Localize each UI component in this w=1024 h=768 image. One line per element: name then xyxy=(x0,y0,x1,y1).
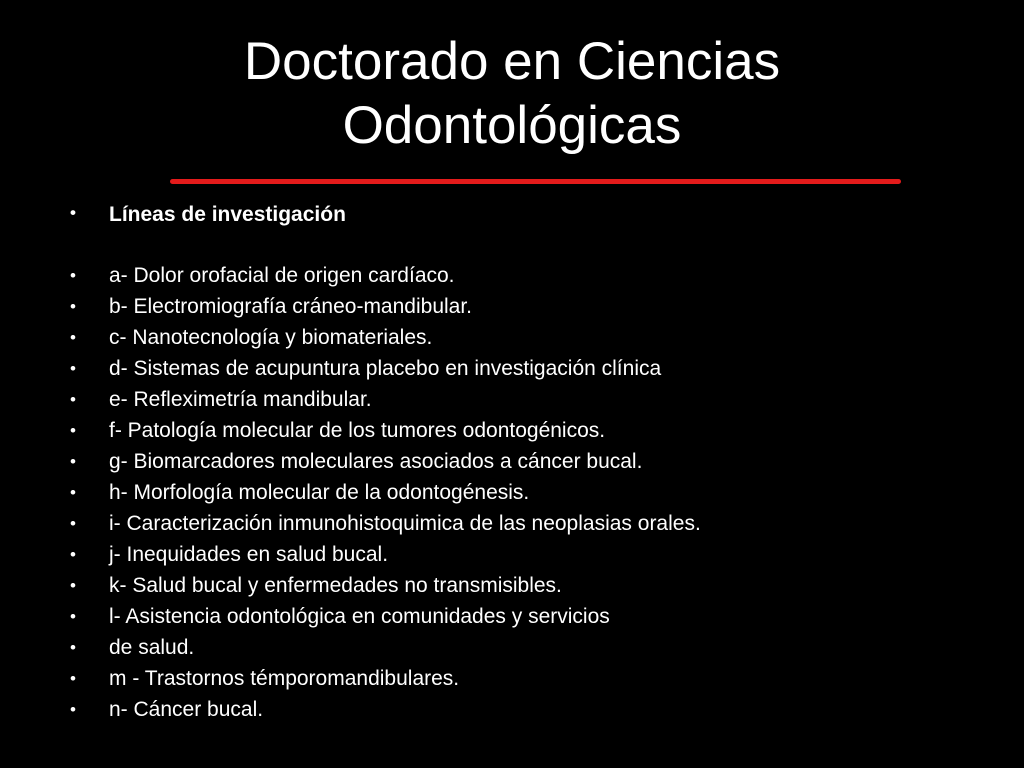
list-item-text: n- Cáncer bucal. xyxy=(109,698,264,721)
list-item-text: l- Asistencia odontológica en comunidades y servicios xyxy=(109,605,610,628)
bullet: • xyxy=(70,421,76,440)
bullet: • xyxy=(70,452,76,471)
bullet: • xyxy=(70,669,76,688)
bullet: • xyxy=(70,545,76,564)
bullet: • xyxy=(70,638,76,657)
list-item xyxy=(70,510,701,541)
list-item-text: g- Biomarcadores moleculares asociados a cáncer bucal. xyxy=(109,450,643,473)
list-item xyxy=(70,262,701,293)
bullet: • xyxy=(70,483,76,502)
title-line-1: Doctorado en Ciencias xyxy=(243,32,781,91)
list-item-text: a- Dolor orofacial de origen cardíaco. xyxy=(109,264,455,287)
list-item xyxy=(70,448,701,479)
list-item xyxy=(70,665,701,696)
list-item xyxy=(70,634,701,665)
bullet: • xyxy=(70,359,76,378)
list-item-text: k- Salud bucal y enfermedades no transmisibles. xyxy=(109,574,562,597)
bullet: • xyxy=(70,266,76,285)
bullet: • xyxy=(70,390,76,409)
list-item xyxy=(70,696,701,727)
list-item-text: h- Morfología molecular de la odontogénesis. xyxy=(109,481,530,504)
list-item-text: c- Nanotecnología y biomateriales. xyxy=(109,326,433,349)
bullet: • xyxy=(70,514,76,533)
list-item-text: e- Refleximetría mandibular. xyxy=(109,388,372,411)
list-item xyxy=(70,324,701,355)
list-item-text: j- Inequidades en salud bucal. xyxy=(109,543,389,566)
section-heading xyxy=(70,203,346,231)
bullet: • xyxy=(70,328,76,347)
list-item xyxy=(70,479,701,510)
list-item xyxy=(70,541,701,572)
bullet: • xyxy=(70,203,76,222)
title-underline xyxy=(170,179,901,184)
slide-title xyxy=(0,30,1024,158)
list-item-text: f- Patología molecular de los tumores odontogénicos. xyxy=(109,419,606,442)
list-item xyxy=(70,572,701,603)
bullet: • xyxy=(70,576,76,595)
list-item xyxy=(70,603,701,634)
bullet: • xyxy=(70,700,76,719)
list-item-text: de salud. xyxy=(109,636,195,659)
list-item xyxy=(70,293,701,324)
title-line-2: Odontológicas xyxy=(342,96,682,155)
list-item-text: m - Trastornos témporomandibulares. xyxy=(109,667,460,690)
list-item xyxy=(70,386,701,417)
list-item-text: b- Electromiografía cráneo-mandibular. xyxy=(109,295,473,318)
list-item-text: i- Caracterización inmunohistoquimica de las neoplasias orales. xyxy=(109,512,701,535)
list-item xyxy=(70,355,701,386)
research-lines-list xyxy=(70,262,701,727)
section-heading-text: Líneas de investigación xyxy=(109,203,346,226)
list-item xyxy=(70,417,701,448)
bullet: • xyxy=(70,297,76,316)
list-item-text: d- Sistemas de acupuntura placebo en investigación clínica xyxy=(109,357,662,380)
bullet: • xyxy=(70,607,76,626)
